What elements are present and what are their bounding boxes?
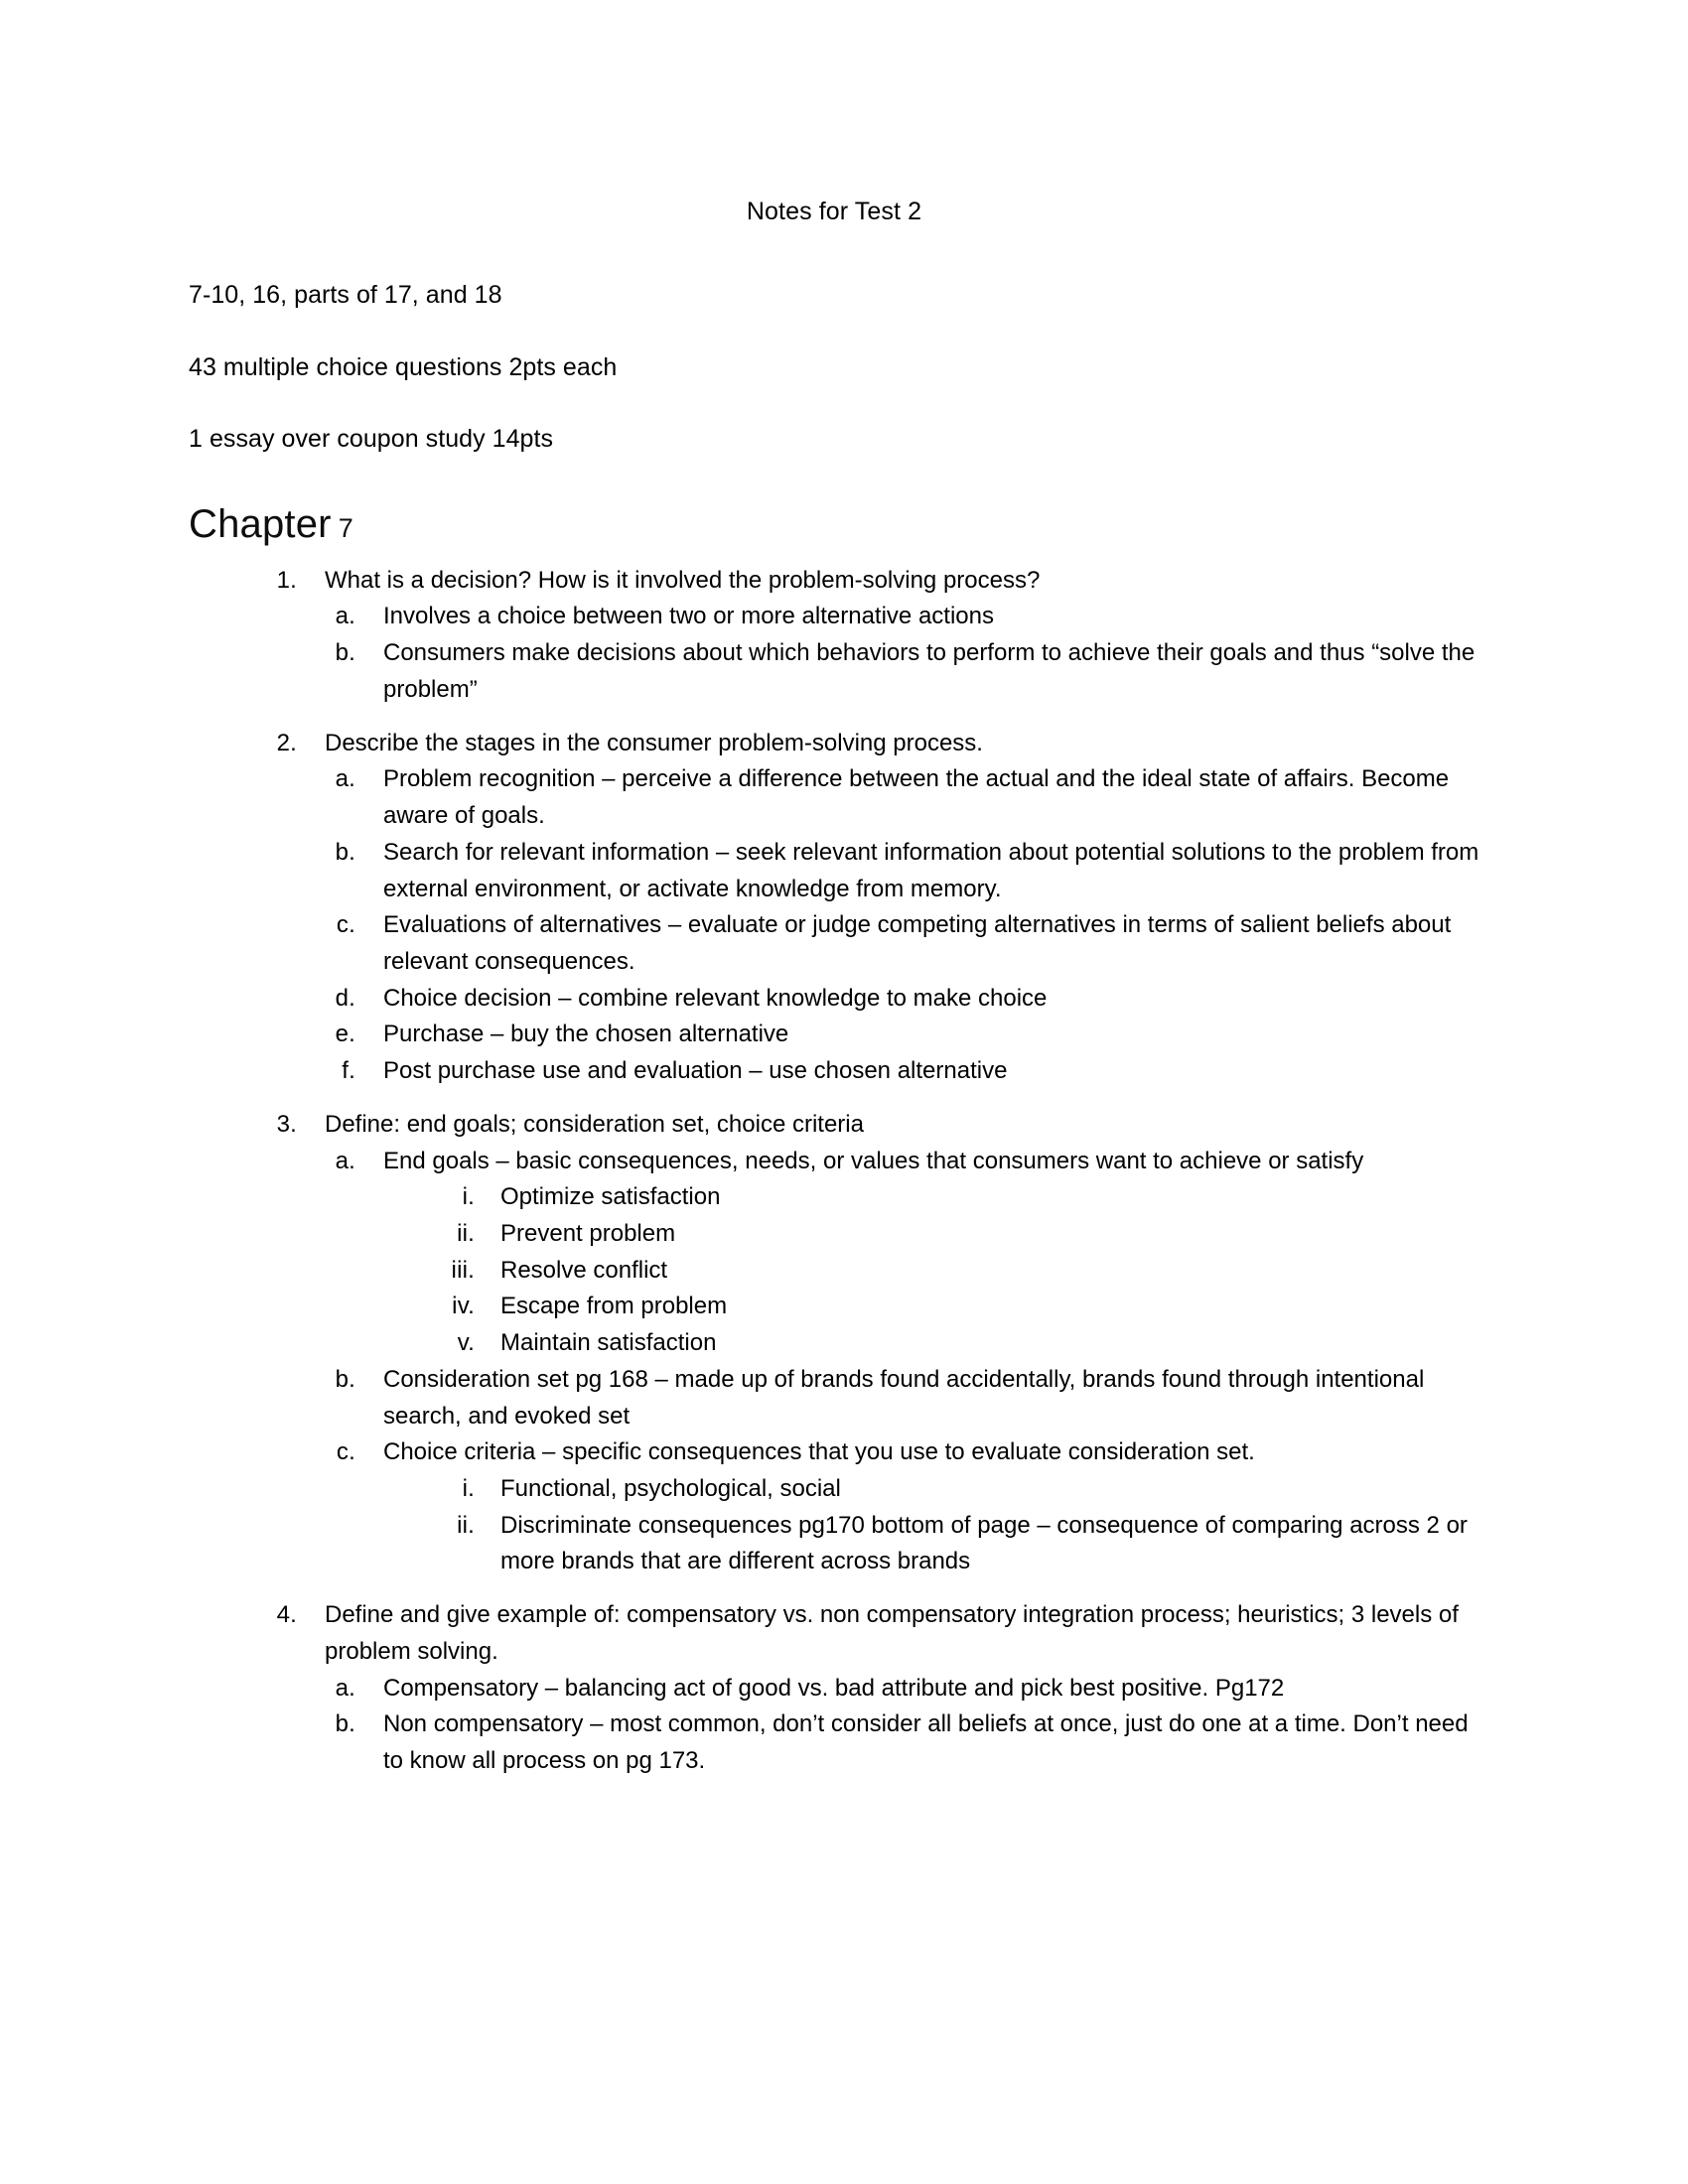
list-item-text: Maintain satisfaction bbox=[500, 1329, 717, 1357]
list-item-text: Prevent problem bbox=[500, 1219, 676, 1247]
list-item bbox=[189, 907, 1479, 980]
list-item-text: What is a decision? How is it involved the problem-solving process? bbox=[325, 566, 1041, 594]
list-marker: b. bbox=[335, 639, 355, 667]
list-marker: a. bbox=[335, 1147, 355, 1174]
list-item-text: Define: end goals; consideration set, choice criteria bbox=[325, 1110, 864, 1138]
intro-line-questions: 43 multiple choice questions 2pts each bbox=[189, 352, 618, 381]
list-item bbox=[189, 1325, 1479, 1362]
list-marker: 4. bbox=[276, 1601, 297, 1629]
list-item-text: Choice criteria – specific consequences that you use to evaluate consideration set. bbox=[383, 1438, 1255, 1466]
intro-line-essay: 1 essay over coupon study 14pts bbox=[189, 425, 554, 454]
list-marker: iii. bbox=[451, 1256, 475, 1284]
list-marker: ii. bbox=[457, 1511, 475, 1539]
list-item bbox=[189, 1053, 1479, 1090]
list-item bbox=[189, 835, 1479, 907]
list-marker: a. bbox=[335, 1674, 355, 1702]
sub-list bbox=[189, 1144, 1479, 1581]
list-item bbox=[189, 635, 1479, 708]
sub-list bbox=[189, 1471, 1479, 1580]
list-marker: e. bbox=[335, 1021, 355, 1048]
chapter-heading-number: 7 bbox=[338, 512, 353, 543]
list-item-text: Escape from problem bbox=[500, 1293, 728, 1320]
list-item bbox=[189, 709, 1479, 1090]
list-item-text: Discriminate consequences pg170 bottom of page – consequence of comparing across 2 or more brands that are different across brands bbox=[500, 1511, 1468, 1575]
list-item-text: Choice decision – combine relevant knowledge to make choice bbox=[383, 984, 1048, 1012]
list-item bbox=[189, 1434, 1479, 1580]
list-item-text: Optimize satisfaction bbox=[500, 1183, 721, 1211]
chapter-heading bbox=[189, 455, 1479, 546]
list-item bbox=[189, 1508, 1479, 1580]
list-item bbox=[189, 1289, 1479, 1325]
list-item-text: Consumers make decisions about which behaviors to perform to achieve their goals and thus “solve the problem” bbox=[383, 639, 1476, 703]
list-item-text: Evaluations of alternatives – evaluate or judge competing alternatives in terms of salient beliefs about relevant consequences. bbox=[383, 911, 1452, 975]
list-item-text: Post purchase use and evaluation – use chosen alternative bbox=[383, 1057, 1008, 1085]
list-item bbox=[189, 1362, 1479, 1434]
list-marker: iv. bbox=[452, 1293, 475, 1320]
list-marker: v. bbox=[457, 1329, 475, 1357]
list-item bbox=[189, 1471, 1479, 1508]
list-item-text: Functional, psychological, social bbox=[500, 1475, 841, 1502]
list-marker: 1. bbox=[276, 566, 297, 594]
list-marker: f. bbox=[342, 1057, 355, 1085]
sub-list bbox=[189, 761, 1479, 1089]
list-item bbox=[189, 1216, 1479, 1253]
list-item bbox=[189, 1017, 1479, 1053]
list-item bbox=[189, 1706, 1479, 1779]
sub-list bbox=[189, 1179, 1479, 1362]
list-item bbox=[189, 1144, 1479, 1362]
page-title: Notes for Test 2 bbox=[746, 198, 922, 225]
list-item-text: Define and give example of: compensatory vs. non compensatory integration process; heuristics; 3 levels of problem solving. bbox=[325, 1601, 1459, 1665]
list-marker: 2. bbox=[276, 729, 297, 756]
list-item-text: End goals – basic consequences, needs, or values that consumers want to achieve or satisfy bbox=[383, 1147, 1364, 1174]
list-marker: b. bbox=[335, 838, 355, 866]
list-item-text: Describe the stages in the consumer problem-solving process. bbox=[325, 729, 983, 756]
list-item bbox=[189, 1179, 1479, 1216]
list-item-text: Resolve conflict bbox=[500, 1256, 668, 1284]
outline-list bbox=[189, 546, 1479, 1780]
list-item bbox=[189, 1090, 1479, 1580]
list-marker: b. bbox=[335, 1365, 355, 1393]
list-marker: ii. bbox=[457, 1219, 475, 1247]
list-item bbox=[189, 1580, 1479, 1780]
list-marker: c. bbox=[336, 911, 355, 939]
list-marker: a. bbox=[335, 603, 355, 630]
intro-line-chapters: 7-10, 16, parts of 17, and 18 bbox=[189, 281, 502, 310]
list-item-text: Consideration set pg 168 – made up of brands found accidentally, brands found through intentional search, and evoked set bbox=[383, 1365, 1425, 1430]
list-marker: d. bbox=[335, 984, 355, 1012]
list-marker: c. bbox=[336, 1438, 355, 1466]
list-item-text: Problem recognition – perceive a difference between the actual and the ideal state of affairs. Become aware of goals. bbox=[383, 765, 1450, 830]
chapter-heading-word: Chapter bbox=[189, 501, 332, 546]
list-item-text: Non compensatory – most common, don’t consider all beliefs at once, just do one at a time. Don’t need to know all process on pg 173. bbox=[383, 1710, 1469, 1775]
sub-list bbox=[189, 1671, 1479, 1780]
list-item-text: Compensatory – balancing act of good vs. bad attribute and pick best positive. Pg172 bbox=[383, 1674, 1285, 1702]
list-item-text: Purchase – buy the chosen alternative bbox=[383, 1021, 789, 1048]
list-marker: b. bbox=[335, 1710, 355, 1738]
sub-list bbox=[189, 599, 1479, 708]
document-content bbox=[189, 0, 1479, 1780]
list-item bbox=[189, 981, 1479, 1018]
list-item bbox=[189, 546, 1479, 709]
list-item bbox=[189, 599, 1479, 635]
list-marker: 3. bbox=[276, 1110, 297, 1138]
list-marker: i. bbox=[462, 1183, 475, 1211]
list-item-text: Involves a choice between two or more alternative actions bbox=[383, 603, 994, 630]
list-item bbox=[189, 1671, 1479, 1707]
list-item bbox=[189, 1253, 1479, 1290]
list-item-text: Search for relevant information – seek relevant information about potential solutions to the problem from external environment, or activate knowledge from memory. bbox=[383, 838, 1479, 902]
list-marker: a. bbox=[335, 765, 355, 793]
list-item bbox=[189, 761, 1479, 834]
list-marker: i. bbox=[462, 1475, 475, 1502]
